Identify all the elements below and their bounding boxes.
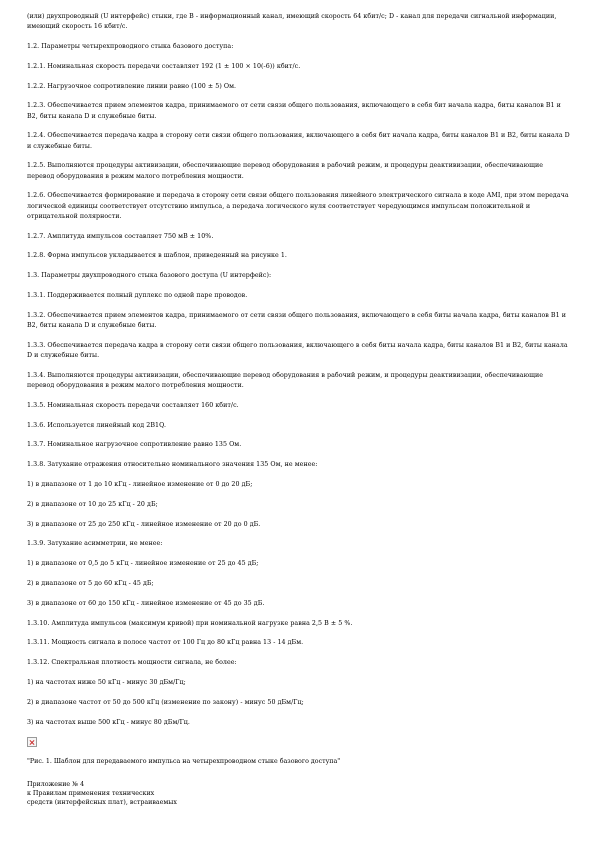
paragraph: 1.2.5. Выполняются процедуры активизации, обеспечивающие перевод оборудования в рабочий режим, и процедуры деактивизации, обеспечивающие перевод оборудования в режим малого потребления мощности. bbox=[27, 162, 544, 180]
section-heading: 1.2. Параметры четырехпроводного стыка базового доступа: bbox=[27, 43, 234, 50]
paragraph-list bbox=[27, 12, 572, 728]
list-item: 2) в диапазоне частот от 50 до 500 кГц (изменение по закону) - минус 50 дБм/Гц; bbox=[27, 698, 304, 706]
paragraph: 1.2.6. Обеспечивается формирование и передача в сторону сети связи общего пользования линейного электрического сигнала в коде AMI, при этом передача логической единицы соответствует отсутствию импульса, а передача логического нуля соответствует чередующимся импульсам положительной и отрицательной полярности. bbox=[27, 192, 569, 220]
paragraph: (или) двухпроводный (U интерфейс) стыки, где B - информационный канал, имеющий скорость 64 кбит/с; D - канал для передачи сигнальной информации, имеющий скорость 16 кбит/с. bbox=[27, 13, 557, 31]
paragraph: 1.2.3. Обеспечивается прием элементов кадра, принимаемого от сети связи общего пользования, включающего в себя бит начала кадра, биты каналов B1 и B2, биты канала D и служебные биты. bbox=[27, 102, 561, 120]
paragraph: 1.3.12. Спектральная плотность мощности сигнала, не более: bbox=[27, 659, 237, 667]
paragraph: 1.3.10. Амплитуда импульсов (максимум кривой) при номинальной нагрузке равна 2,5 В ± 5 %. bbox=[27, 619, 353, 627]
list-item: 1) в диапазоне от 0,5 до 5 кГц - линейное изменение от 25 до 45 дБ; bbox=[27, 560, 259, 568]
section-heading: 1.3. Параметры двухпроводного стыка базового доступа (U интерфейс): bbox=[27, 272, 272, 280]
appendix-subtitle-line: к Правилам применения технических bbox=[27, 789, 155, 797]
paragraph: 1.3.4. Выполняются процедуры активизации, обеспечивающие перевод оборудования в рабочий режим, и процедуры деактивизации, обеспечивающие перевод оборудования в режим малого потребления мощности. bbox=[27, 371, 544, 389]
figure-caption: "Рис. 1. Шаблон для передаваемого импульса на четырехпроводном стыке базового доступа" bbox=[27, 758, 341, 766]
paragraph: 1.3.3. Обеспечивается передача кадра в сторону сети связи общего пользования, включающего в себя биты начала кадра, биты каналов B1 и B2, биты канала D и служебные биты. bbox=[27, 341, 568, 359]
paragraph: 1.2.2. Нагрузочное сопротивление линии равно (100 ± 5) Ом. bbox=[27, 82, 237, 90]
paragraph: 1.3.6. Используется линейный код 2B1Q. bbox=[27, 421, 167, 429]
appendix-header bbox=[27, 781, 572, 807]
paragraph: 1.3.5. Номинальная скорость передачи составляет 160 кбит/с. bbox=[27, 401, 239, 409]
appendix-subtitle-line: средств (интерфейсных плат), встраиваемых bbox=[27, 798, 177, 806]
paragraph: 1.2.1. Номинальная скорость передачи составляет 192 (1 ± 100 × 10(-6)) кбит/с. bbox=[27, 62, 301, 70]
list-item: 3) в диапазоне от 60 до 150 кГц - линейное изменение от 45 до 35 дБ. bbox=[27, 599, 265, 607]
paragraph: 1.3.2. Обеспечивается прием элементов кадра, принимаемого от сети связи общего пользования, включающего в себя биты начала кадра, биты каналов B1 и B2, биты канала D и служебные биты. bbox=[27, 311, 566, 329]
paragraph: 1.3.7. Номинальное нагрузочное сопротивление равно 135 Ом. bbox=[27, 441, 242, 449]
broken-image-icon bbox=[27, 737, 37, 747]
list-item: 3) в диапазоне от 25 до 250 кГц - линейное изменение от 20 до 0 дБ. bbox=[27, 520, 261, 528]
paragraph: 1.2.7. Амплитуда импульсов составляет 750 мВ ± 10%. bbox=[27, 232, 214, 240]
document-page bbox=[27, 12, 572, 807]
paragraph: 1.2.4. Обеспечивается передача кадра в сторону сети связи общего пользования, включающего в себя бит начала кадра, биты каналов B1 и B2, биты канала D и служебные биты. bbox=[27, 132, 570, 150]
paragraph: 1.3.9. Затухание асимметрии, не менее: bbox=[27, 540, 163, 548]
list-item: 1) в диапазоне от 1 до 10 кГц - линейное изменение от 0 до 20 дБ; bbox=[27, 480, 253, 488]
list-item: 1) на частотах ниже 50 кГц - минус 30 дБм/Гц; bbox=[27, 678, 186, 686]
appendix-title: Приложение № 4 bbox=[27, 781, 85, 789]
list-item: 2) в диапазоне от 10 до 25 кГц - 20 дБ; bbox=[27, 500, 158, 508]
paragraph: 1.3.11. Мощность сигнала в полосе частот от 100 Гц до 80 кГц равна 13 - 14 дБм. bbox=[27, 639, 304, 647]
paragraph: 1.3.8. Затухание отражения относительно номинального значения 135 Ом, не менее: bbox=[27, 461, 318, 469]
paragraph: 1.2.8. Форма импульсов укладывается в шаблон, приведенный на рисунке 1. bbox=[27, 252, 287, 260]
list-item: 2) в диапазоне от 5 до 60 кГц - 45 дБ; bbox=[27, 579, 154, 587]
paragraph: 1.3.1. Поддерживается полный дуплекс по одной паре проводов. bbox=[27, 291, 248, 299]
list-item: 3) на частотах выше 500 кГц - минус 80 дБм/Гц. bbox=[27, 718, 190, 726]
